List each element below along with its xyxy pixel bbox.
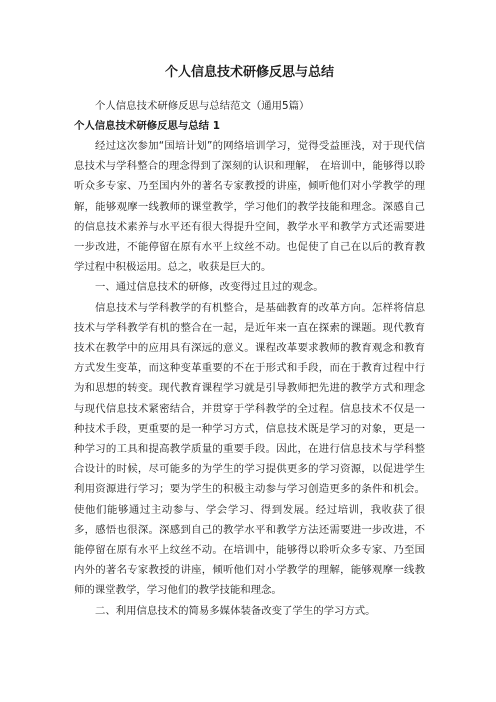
paragraph-2-heading: 一、通过信息技术的研修，改变得过且过的观念。	[95, 281, 324, 294]
paragraph-4-heading: 二、利用信息技术的简易多媒体装备改变了学生的学习方式。	[95, 604, 376, 617]
section-heading: 个人信息技术研修反思与总结 1	[74, 120, 220, 132]
document-title: 个人信息技术研修反思与总结	[164, 65, 334, 80]
paragraph-1: 经过这次参加“国培计划”的网络培训学习，觉得受益匪浅，对于现代信息技术与学科整合的理念得到了深刻的认识和理解， 在培训中，能够得以聆听众多专家、乃至国内外的著名专家教授的讲座，倾听他们对小学教学的理解，能够观摩一线教师的课堂教学，学习他们的教学技能和理念。深感自己的信息技术素养与水平还有很大得提升空间，教学水平和教学方式还需要进一步改进，不能停留在原有水平上纹丝不动。也促使了自己在以后的教育教学过程中积极运用。总之，收获是巨大的。	[74, 140, 425, 274]
paragraph-3: 信息技术与学科教学的有机整合，是基础教育的改革方向。怎样将信息技术与学科教学有机的整合在一起，是近年来一直在探索的课题。现代教育技术在教学中的应用具有深远的意义。课程改革要求教师的教育观念和教育方式发生变革，而这种变革重要的不在于形式和手段，而在于教育过程中行为和思想的转变。现代教育课程学习就是引导教师把先进的教学方式和理念与现代信息技术紧密结合，并贯穿于学科教学的全过程。信息技术不仅是一种技术手段，更重要的是一种学习方式，信息技术既是学习的对象，更是一种学习的工具和提高教学质量的重要手段。因此，在进行信息技术与学科整合设计的时候，尽可能多的为学生的学习提供更多的学习资源，以促进学生利用资源进行学习；要为学生的积极主动参与学习创造更多的条件和机会。使他们能够通过主动参与、学会学习、得到发展。经过培训，我收获了很多，感悟也很深。深感到自己的教学水平和教学方法还需要进一步改进，不能停留在原有水平上纹丝不动。在培训中，能够得以聆听众多专家、乃至国内外的著名专家教授的讲座，倾听他们对小学教学的理解，能够观摩一线教师的课堂教学，学习他们的教学技能和理念。	[74, 301, 425, 597]
document-subtitle: 个人信息技术研修反思与总结范文（通用5篇）	[95, 100, 310, 112]
